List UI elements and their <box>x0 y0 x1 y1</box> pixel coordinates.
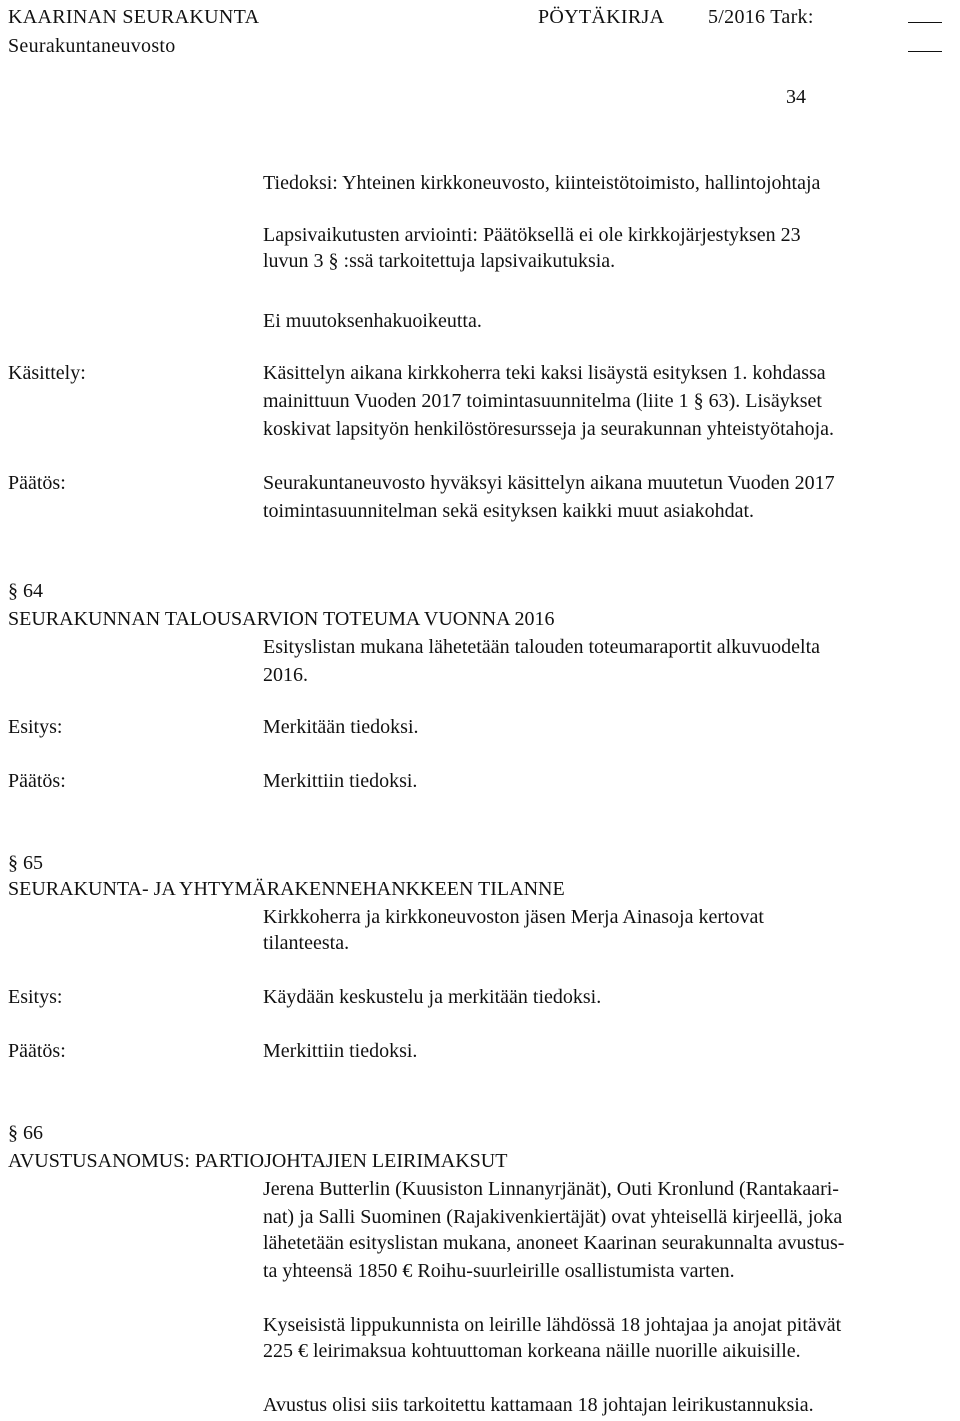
header-number: 5/2016 Tark: <box>708 6 814 28</box>
section-64-title: SEURAKUNNAN TALOUSARVION TOTEUMA VUONNA 2016 <box>8 608 555 630</box>
paatos-line-1: Seurakuntaneuvosto hyväksyi käsittelyn aikana muutetun Vuoden 2017 <box>263 472 835 494</box>
section-64-esitys-label: Esitys: <box>8 716 63 738</box>
section-66-p1-line-3: lähetetään esityslistan mukana, anoneet Kaarinan seurakunnalta avustus- <box>263 1232 845 1254</box>
section-65-paatos: Merkittiin tiedoksi. <box>263 1040 418 1062</box>
section-65-number: § 65 <box>8 852 43 874</box>
header-body-name: Seurakuntaneuvosto <box>8 35 176 57</box>
kasittely-label: Käsittely: <box>8 362 86 384</box>
section-66-title: AVUSTUSANOMUS: PARTIOJOHTAJIEN LEIRIMAKSUT <box>8 1150 508 1172</box>
section-66-p2-line-2: 225 € leirimaksua kohtuuttoman korkeana näille nuorille aikuisille. <box>263 1340 801 1362</box>
header-doc-type: PÖYTÄKIRJA <box>538 6 665 28</box>
section-65-esitys: Käydään keskustelu ja merkitään tiedoksi. <box>263 986 602 1008</box>
section-65-paatos-label: Päätös: <box>8 1040 66 1062</box>
section-65-text-1: Kirkkoherra ja kirkkoneuvoston jäsen Merja Ainasoja kertovat <box>263 906 764 928</box>
section-66-p1-line-4: ta yhteensä 1850 € Roihu-suurleirille osallistumista varten. <box>263 1260 735 1282</box>
paatos-line-2: toimintasuunnitelman sekä esityksen kaikki muut asiakohdat. <box>263 500 755 522</box>
section-65-esitys-label: Esitys: <box>8 986 63 1008</box>
page-number: 34 <box>786 86 806 108</box>
section-66-p3: Avustus olisi siis tarkoitettu kattamaan 18 johtajan leirikustannuksia. <box>263 1394 814 1416</box>
section-64-text-2: 2016. <box>263 664 308 686</box>
section-66-number: § 66 <box>8 1122 43 1144</box>
kasittely-line-3: koskivat lapsityön henkilöstöresursseja ja seurakunnan yhteistyötahoja. <box>263 418 834 440</box>
section-64-esitys: Merkitään tiedoksi. <box>263 716 419 738</box>
section-66-p1-line-1: Jerena Butterlin (Kuusiston Linnanyrjänät), Outi Kronlund (Rantakaari- <box>263 1178 839 1200</box>
section-66-p2-line-1: Kyseisistä lippukunnista on leirille lähdössä 18 johtajaa ja anojat pitävät <box>263 1314 842 1336</box>
section-64-paatos-label: Päätös: <box>8 770 66 792</box>
header-blank-1 <box>908 4 942 30</box>
lapsivaikutus-line-1: Lapsivaikutusten arviointi: Päätöksellä ei ole kirkkojärjestyksen 23 <box>263 224 801 246</box>
section-65-text-2: tilanteesta. <box>263 932 350 954</box>
lapsivaikutus-line-2: luvun 3 § :ssä tarkoitettuja lapsivaikutuksia. <box>263 250 616 272</box>
kasittely-line-1: Käsittelyn aikana kirkkoherra teki kaksi lisäystä esityksen 1. kohdassa <box>263 362 826 384</box>
section-65-title: SEURAKUNTA- JA YHTYMÄRAKENNEHANKKEEN TILANNE <box>8 878 565 900</box>
section-66-p1-line-2: nat) ja Salli Suominen (Rajakivenkiertäjät) ovat yhteisellä kirjeellä, joka <box>263 1206 843 1228</box>
section-64-text-1: Esityslistan mukana lähetetään talouden toteumaraportit alkuvuodelta <box>263 636 821 658</box>
header-blank-2 <box>908 33 942 59</box>
tiedoksi-line: Tiedoksi: Yhteinen kirkkoneuvosto, kiinteistötoimisto, hallintojohtaja <box>263 172 821 194</box>
header-org: KAARINAN SEURAKUNTA <box>8 6 260 28</box>
section-64-paatos: Merkittiin tiedoksi. <box>263 770 418 792</box>
no-appeal-line: Ei muutoksenhakuoikeutta. <box>263 310 482 332</box>
kasittely-line-2: mainittuun Vuoden 2017 toimintasuunnitelma (liite 1 § 63). Lisäykset <box>263 390 822 412</box>
section-64-number: § 64 <box>8 580 43 602</box>
paatos-label: Päätös: <box>8 472 66 494</box>
